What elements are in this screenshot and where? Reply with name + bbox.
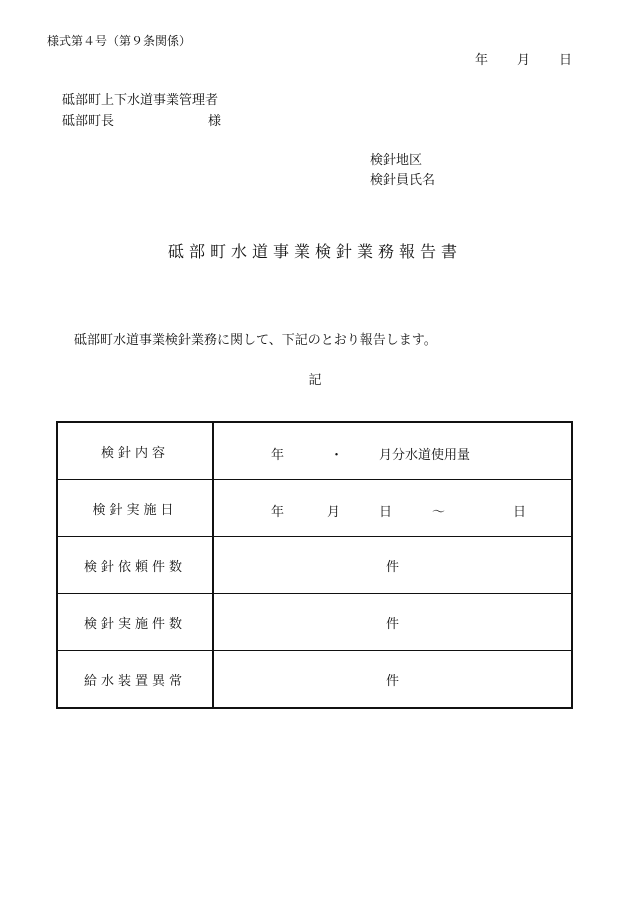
body-text: 砥部町水道事業検針業務に関して、下記のとおり報告します。: [74, 333, 437, 348]
row-label-performed: 検針実施件数: [57, 594, 213, 651]
form-number: 様式第４号（第９条関係）: [47, 34, 192, 48]
row-label-date: 検針実施日: [57, 480, 213, 537]
date-range-tilde: ～: [432, 505, 446, 520]
content-year: 年: [271, 448, 285, 463]
table-row-anomaly: [57, 651, 572, 709]
content-suffix: 月分水道使用量: [379, 448, 471, 463]
row-value-performed: 件: [213, 594, 572, 651]
date-year: 年: [475, 53, 489, 68]
document-title: 砥部町水道事業検針業務報告書: [167, 242, 462, 261]
row-label-content: 検針内容: [57, 422, 213, 480]
table-row-performed: [57, 594, 572, 651]
date-month: 月: [517, 53, 531, 68]
table-row-date: [57, 480, 572, 537]
addressee-mayor: 砥部町長: [62, 114, 115, 129]
row-value-content: [213, 422, 572, 480]
row-value-requested: 件: [213, 537, 572, 594]
reading-area-label: 検針地区: [370, 153, 423, 168]
date-range-day: 日: [379, 505, 393, 520]
row-value-date: [213, 480, 572, 537]
addressee-honorific: 様: [208, 114, 222, 129]
addressee-manager: 砥部町上下水道事業管理者: [62, 93, 219, 108]
row-label-requested: 検針依頼件数: [57, 537, 213, 594]
ki-heading: 記: [308, 373, 322, 388]
date-range-year: 年: [271, 505, 285, 520]
content-dot: ・: [330, 448, 344, 463]
table-row-content: [57, 422, 572, 480]
date-day: 日: [559, 53, 573, 68]
report-table: [56, 421, 573, 709]
date-range-day-end: 日: [513, 505, 527, 520]
meter-reader-name-label: 検針員氏名: [370, 173, 436, 188]
date-line: [475, 53, 572, 69]
row-label-anomaly: 給水装置異常: [57, 651, 213, 709]
table-row-requested: [57, 537, 572, 594]
date-range-month: 月: [327, 505, 341, 520]
row-value-anomaly: 件: [213, 651, 572, 709]
